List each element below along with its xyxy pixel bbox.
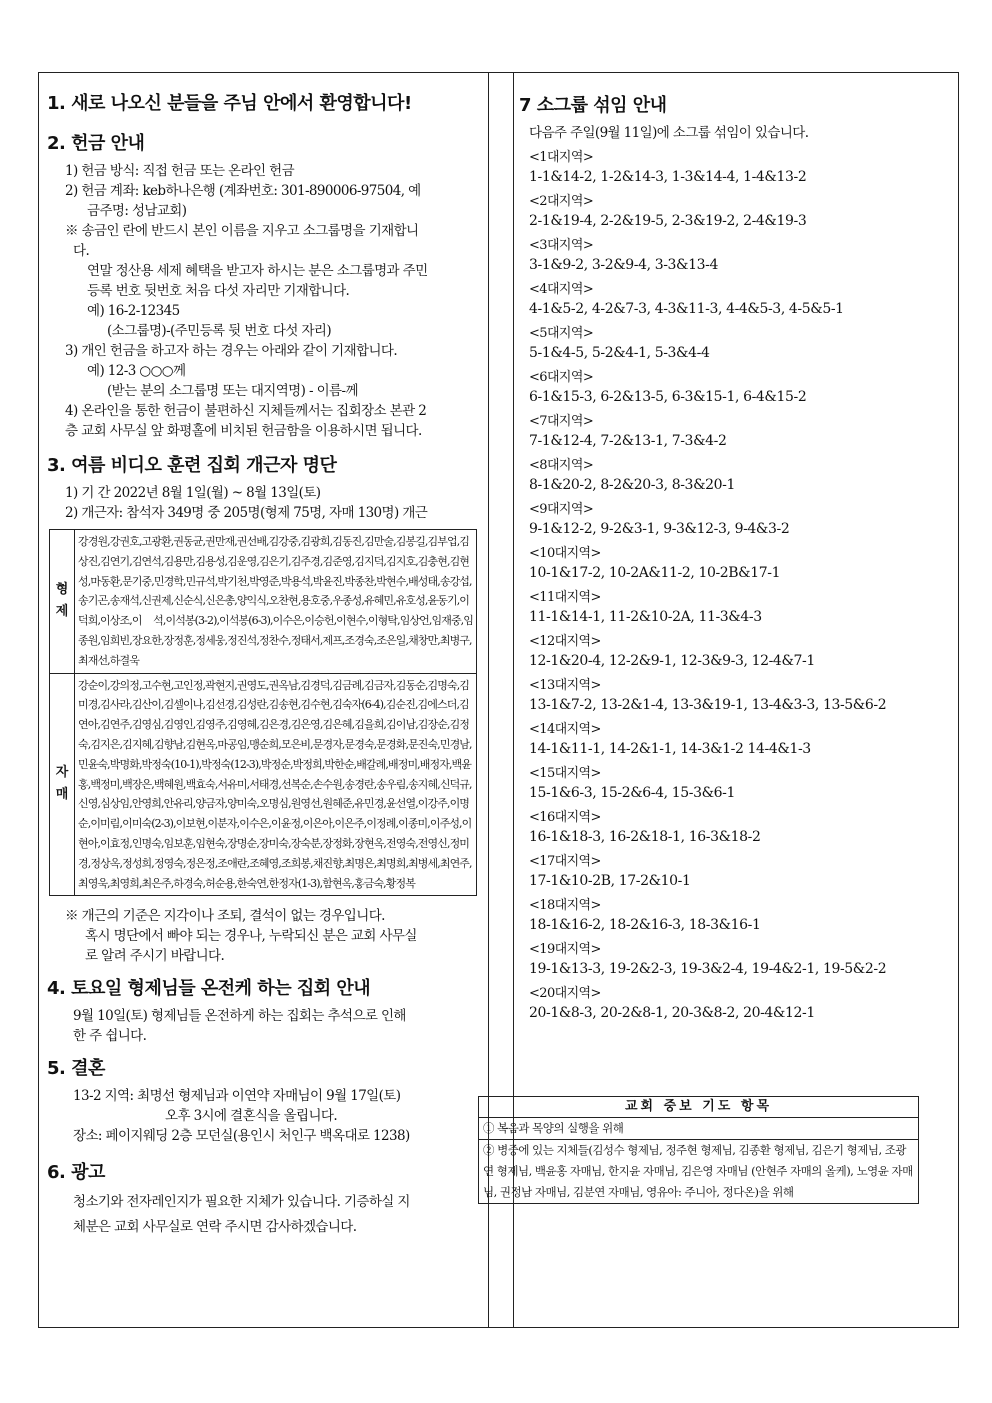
region-name: <1대지역> xyxy=(529,150,594,165)
region-groups: 8-1&20-2, 8-2&20-3, 8-3&20-1 xyxy=(529,477,735,493)
section-2-title: 2. 헌금 안내 xyxy=(47,133,145,154)
region-name: <8대지역> xyxy=(529,458,594,473)
sisters-names: 강순이,강의정,고수현,고인정,곽현지,권영도,권옥남,김경덕,김금례,김금자,김동순,김명숙,김미경,김사라,김산이,김셀이나,김선경,김성란,김송현,김수현,김숙자(6-4),김순진,김에스더,김연아,김연주,김영심,김영인,김영주,김영혜,김은경,김은영,김은혜,김을희,김이남,김장순,김정숙,김지은,김지혜,김향남,김현옥,마공임,맹순희,모은비,문경자,문경숙,문경화,문진숙,민경남,민윤숙,박명화,박정숙(10-1),박정숙(12-3),박정순,박정희,박한순,배갈례,배정미,배정자,백윤홍,백정미,백장은,백혜원,백효숙,서유미,서태경,선복순,손수원,송경란,송우림,송지혜,신덕규,신영,심상임,안영희,안유리,양금자,양미숙,오명심,원영선,원혜준,유민경,윤선열,이강주,이명순,이미림,이미숙(2-3),이보현,이분자,이수은,이윤정,이은아,이은주,이정례,이종미,이주성,이현아,이효정,인명숙,임보훈,임현숙,장명순,장미숙,장숙분,장정화,장현옥,전영숙,전영신,정미경,정상옥,정성희,정영숙,정은정,조애란,조혜영,조희봉,채진향,최명은,최명희,최병세,최연주,최영욱,최영희,최은주,하경숙,허순용,한숙연,한정자(1-3),함현옥,홍금숙,황정복 xyxy=(75,673,477,896)
region-groups: 1-1&14-2, 1-2&14-3, 1-3&14-4, 1-4&13-2 xyxy=(529,169,807,185)
offering-account: 2) 헌금 계좌: keb하나은행 (계좌번호: 301-890006-97504, 예 xyxy=(65,183,421,199)
region-groups: 16-1&18-3, 16-2&18-1, 16-3&18-2 xyxy=(529,829,761,845)
ad-text: 청소기와 전자레인지가 필요한 지체가 있습니다. 기증하실 지 xyxy=(73,1194,410,1211)
personal-example: 예) 12-3 ○○○께 xyxy=(87,363,186,379)
prayer-title: 교회 중보 기도 항목 xyxy=(479,1097,918,1118)
online-offering-note-cont: 층 교회 사무실 앞 화평홀에 비치된 헌금함을 이용하시면 됩니다. xyxy=(65,423,422,439)
tax-note-cont: 등록 번호 뒷번호 처음 다섯 자리만 기재합니다. xyxy=(87,283,350,299)
tax-example-desc: (소그룹명)-(주민등록 뒷 번호 다섯 자리) xyxy=(107,323,332,339)
personal-example-desc: (받는 분의 소그룹명 또는 대지역명) - 이름-께 xyxy=(107,383,358,399)
personal-offering: 3) 개인 헌금을 하고자 하는 경우는 아래와 같이 기재합니다. xyxy=(65,343,398,359)
region-groups: 7-1&12-4, 7-2&13-1, 7-3&4-2 xyxy=(529,433,727,449)
section-6-title: 6. 광고 xyxy=(47,1162,105,1184)
wedding-venue: 장소: 페이지웨딩 2층 모던실(용인시 처인구 백옥대로 1238) xyxy=(73,1128,410,1145)
attendance-note: 혹시 명단에서 빠야 되는 경우나, 누락되신 분은 교회 사무실 xyxy=(85,928,417,945)
region-groups: 5-1&4-5, 5-2&4-1, 5-3&4-4 xyxy=(529,345,710,361)
attendance-summary: 2) 개근자: 참석자 349명 중 205명(형제 75명, 자매 130명) 개근 xyxy=(65,505,428,521)
wedding-time: 오후 3시에 결혼식을 올립니다. xyxy=(165,1108,338,1125)
region-name: <3대지역> xyxy=(529,238,594,253)
region-name: <6대지역> xyxy=(529,370,594,385)
remitter-note: ※ 송금인 란에 반드시 본인 이름을 지우고 소그룹명을 기재합니 xyxy=(65,223,419,239)
region-name: <11대지역> xyxy=(529,590,601,605)
saturday-meeting-note-cont: 한 주 쉽니다. xyxy=(73,1028,147,1045)
offering-method: 1) 헌금 방식: 직접 헌금 또는 온라인 헌금 xyxy=(65,163,295,179)
region-name: <2대지역> xyxy=(529,194,594,209)
region-groups: 4-1&5-2, 4-2&7-3, 4-3&11-3, 4-4&5-3, 4-5&5-1 xyxy=(529,301,844,317)
remitter-note-cont: 다. xyxy=(73,243,90,259)
section-7-title: 7 소그룹 섞임 안내 xyxy=(519,95,667,116)
region-groups: 2-1&19-4, 2-2&19-5, 2-3&19-2, 2-4&19-3 xyxy=(529,213,807,229)
brothers-row xyxy=(50,530,477,674)
prayer-box xyxy=(478,1096,919,1204)
ad-text-cont: 체분은 교회 사무실로 연락 주시면 감사하겠습니다. xyxy=(73,1219,357,1236)
region-name: <14대지역> xyxy=(529,722,601,737)
section-1-title: 1. 새로 나오신 분들을 주님 안에서 환영합니다! xyxy=(47,93,412,114)
region-groups: 6-1&15-3, 6-2&13-5, 6-3&15-1, 6-4&15-2 xyxy=(529,389,807,405)
mixing-intro: 다음주 주일(9월 11일)에 소그룹 섞임이 있습니다. xyxy=(529,125,809,141)
brothers-names: 강경원,강권호,고광환,권동균,권만재,권선배,김강중,김광희,김동진,김만술,김봉길,김부업,김상진,김연기,김연석,김용만,김용성,김운영,김은기,김주경,김준영,김지덕,김지호,김충현,김현성,마동환,문기중,민경학,민규석,박기천,박영준,박용석,박윤진,박종찬,박현수,배성태,송강섭,송기곤,송재석,신권제,신순식,신은총,양익식,오찬현,용호중,우종성,유혜민,유호성,윤동기,이덕희,이상조,이 석,이석봉(3-2),이석봉(6-3),이수은,이승헌,이현수,이형탁,임상언,임재중,임종원,임희빈,장요한,장정훈,정세웅,정진석,정찬수,정태서,제프,조경숙,조은일,채창만,최병구,최재선,하결욱 xyxy=(75,530,477,674)
region-name: <15대지역> xyxy=(529,766,601,781)
region-groups: 9-1&12-2, 9-2&3-1, 9-3&12-3, 9-4&3-2 xyxy=(529,521,790,537)
attendance-note-cont: 로 알려 주시기 바랍니다. xyxy=(85,948,225,965)
wedding-announcement: 13-2 지역: 최명선 형제님과 이연약 자매님이 9월 17일(토) xyxy=(73,1088,401,1105)
region-name: <9대지역> xyxy=(529,502,594,517)
region-groups: 20-1&8-3, 20-2&8-1, 20-3&8-2, 20-4&12-1 xyxy=(529,1005,815,1021)
region-groups: 19-1&13-3, 19-2&2-3, 19-3&2-4, 19-4&2-1, 19-5&2-2 xyxy=(529,961,887,977)
region-name: <18대지역> xyxy=(529,898,601,913)
sisters-label: 자 매 xyxy=(50,673,75,896)
region-groups: 18-1&16-2, 18-2&16-3, 18-3&16-1 xyxy=(529,917,761,933)
region-groups: 12-1&20-4, 12-2&9-1, 12-3&9-3, 12-4&7-1 xyxy=(529,653,815,669)
region-groups: 13-1&7-2, 13-2&1-4, 13-3&19-1, 13-4&3-3, 13-5&6-2 xyxy=(529,697,887,713)
section-5-title: 5. 결혼 xyxy=(47,1058,105,1080)
right-column xyxy=(519,87,953,1023)
online-offering-note: 4) 온라인을 통한 헌금이 불편하신 지체들께서는 집회장소 본관 2 xyxy=(65,403,427,419)
attendance-criteria: ※ 개근의 기준은 지각이나 조퇴, 결석이 없는 경우입니다. xyxy=(65,908,385,925)
region-groups: 10-1&17-2, 10-2A&11-2, 10-2B&17-1 xyxy=(529,565,781,581)
region-groups: 15-1&6-3, 15-2&6-4, 15-3&6-1 xyxy=(529,785,735,801)
region-name: <4대지역> xyxy=(529,282,594,297)
region-list xyxy=(519,149,953,1023)
attendance-table xyxy=(49,529,477,896)
offering-account-holder: 금주명: 성남교회) xyxy=(87,203,187,219)
section-3-title: 3. 여름 비디오 훈련 집회 개근자 명단 xyxy=(47,455,337,476)
region-name: <19대지역> xyxy=(529,942,601,957)
tax-note: 연말 정산용 세제 혜택을 받고자 하시는 분은 소그룹명과 주민 xyxy=(87,263,428,279)
prayer-item: ① 복음과 목양의 실행을 위해 xyxy=(483,1121,624,1135)
region-groups: 3-1&9-2, 3-2&9-4, 3-3&13-4 xyxy=(529,257,718,273)
tax-example: 예) 16-2-12345 xyxy=(87,303,180,319)
region-name: <16대지역> xyxy=(529,810,601,825)
left-column xyxy=(47,85,479,1240)
training-period: 1) 기 간 2022년 8월 1일(월) ~ 8월 13일(토) xyxy=(65,485,321,501)
sisters-row xyxy=(50,673,477,896)
section-4-title: 4. 토요일 형제님들 온전케 하는 집회 안내 xyxy=(47,978,371,1000)
region-name: <5대지역> xyxy=(529,326,594,341)
region-name: <12대지역> xyxy=(529,634,601,649)
region-groups: 14-1&11-1, 14-2&1-1, 14-3&1-2 14-4&1-3 xyxy=(529,741,811,757)
region-groups: 11-1&14-1, 11-2&10-2A, 11-3&4-3 xyxy=(529,609,762,625)
prayer-item: ② 병중에 있는 지체들(김성수 형제님, 정주현 형제님, 김종환 형제님, 김은기 형제님, 조광연 형제님, 백윤홍 자매님, 한지윤 자매님, 김은영 자매님 (안현주 자매의 올케), 노영윤 자매님, 권정남 자매님, 김분연 자매님, 영유아: 주니아, 정다온)을 위해 xyxy=(479,1139,918,1203)
region-name: <10대지역> xyxy=(529,546,601,561)
brothers-label: 형 제 xyxy=(50,530,75,674)
saturday-meeting-note: 9월 10일(토) 형제님들 온전하게 하는 집회는 추석으로 인해 xyxy=(73,1008,406,1025)
region-groups: 17-1&10-2B, 17-2&10-1 xyxy=(529,873,691,889)
region-name: <13대지역> xyxy=(529,678,601,693)
region-name: <17대지역> xyxy=(529,854,601,869)
region-name: <20대지역> xyxy=(529,986,601,1001)
region-name: <7대지역> xyxy=(529,414,594,429)
